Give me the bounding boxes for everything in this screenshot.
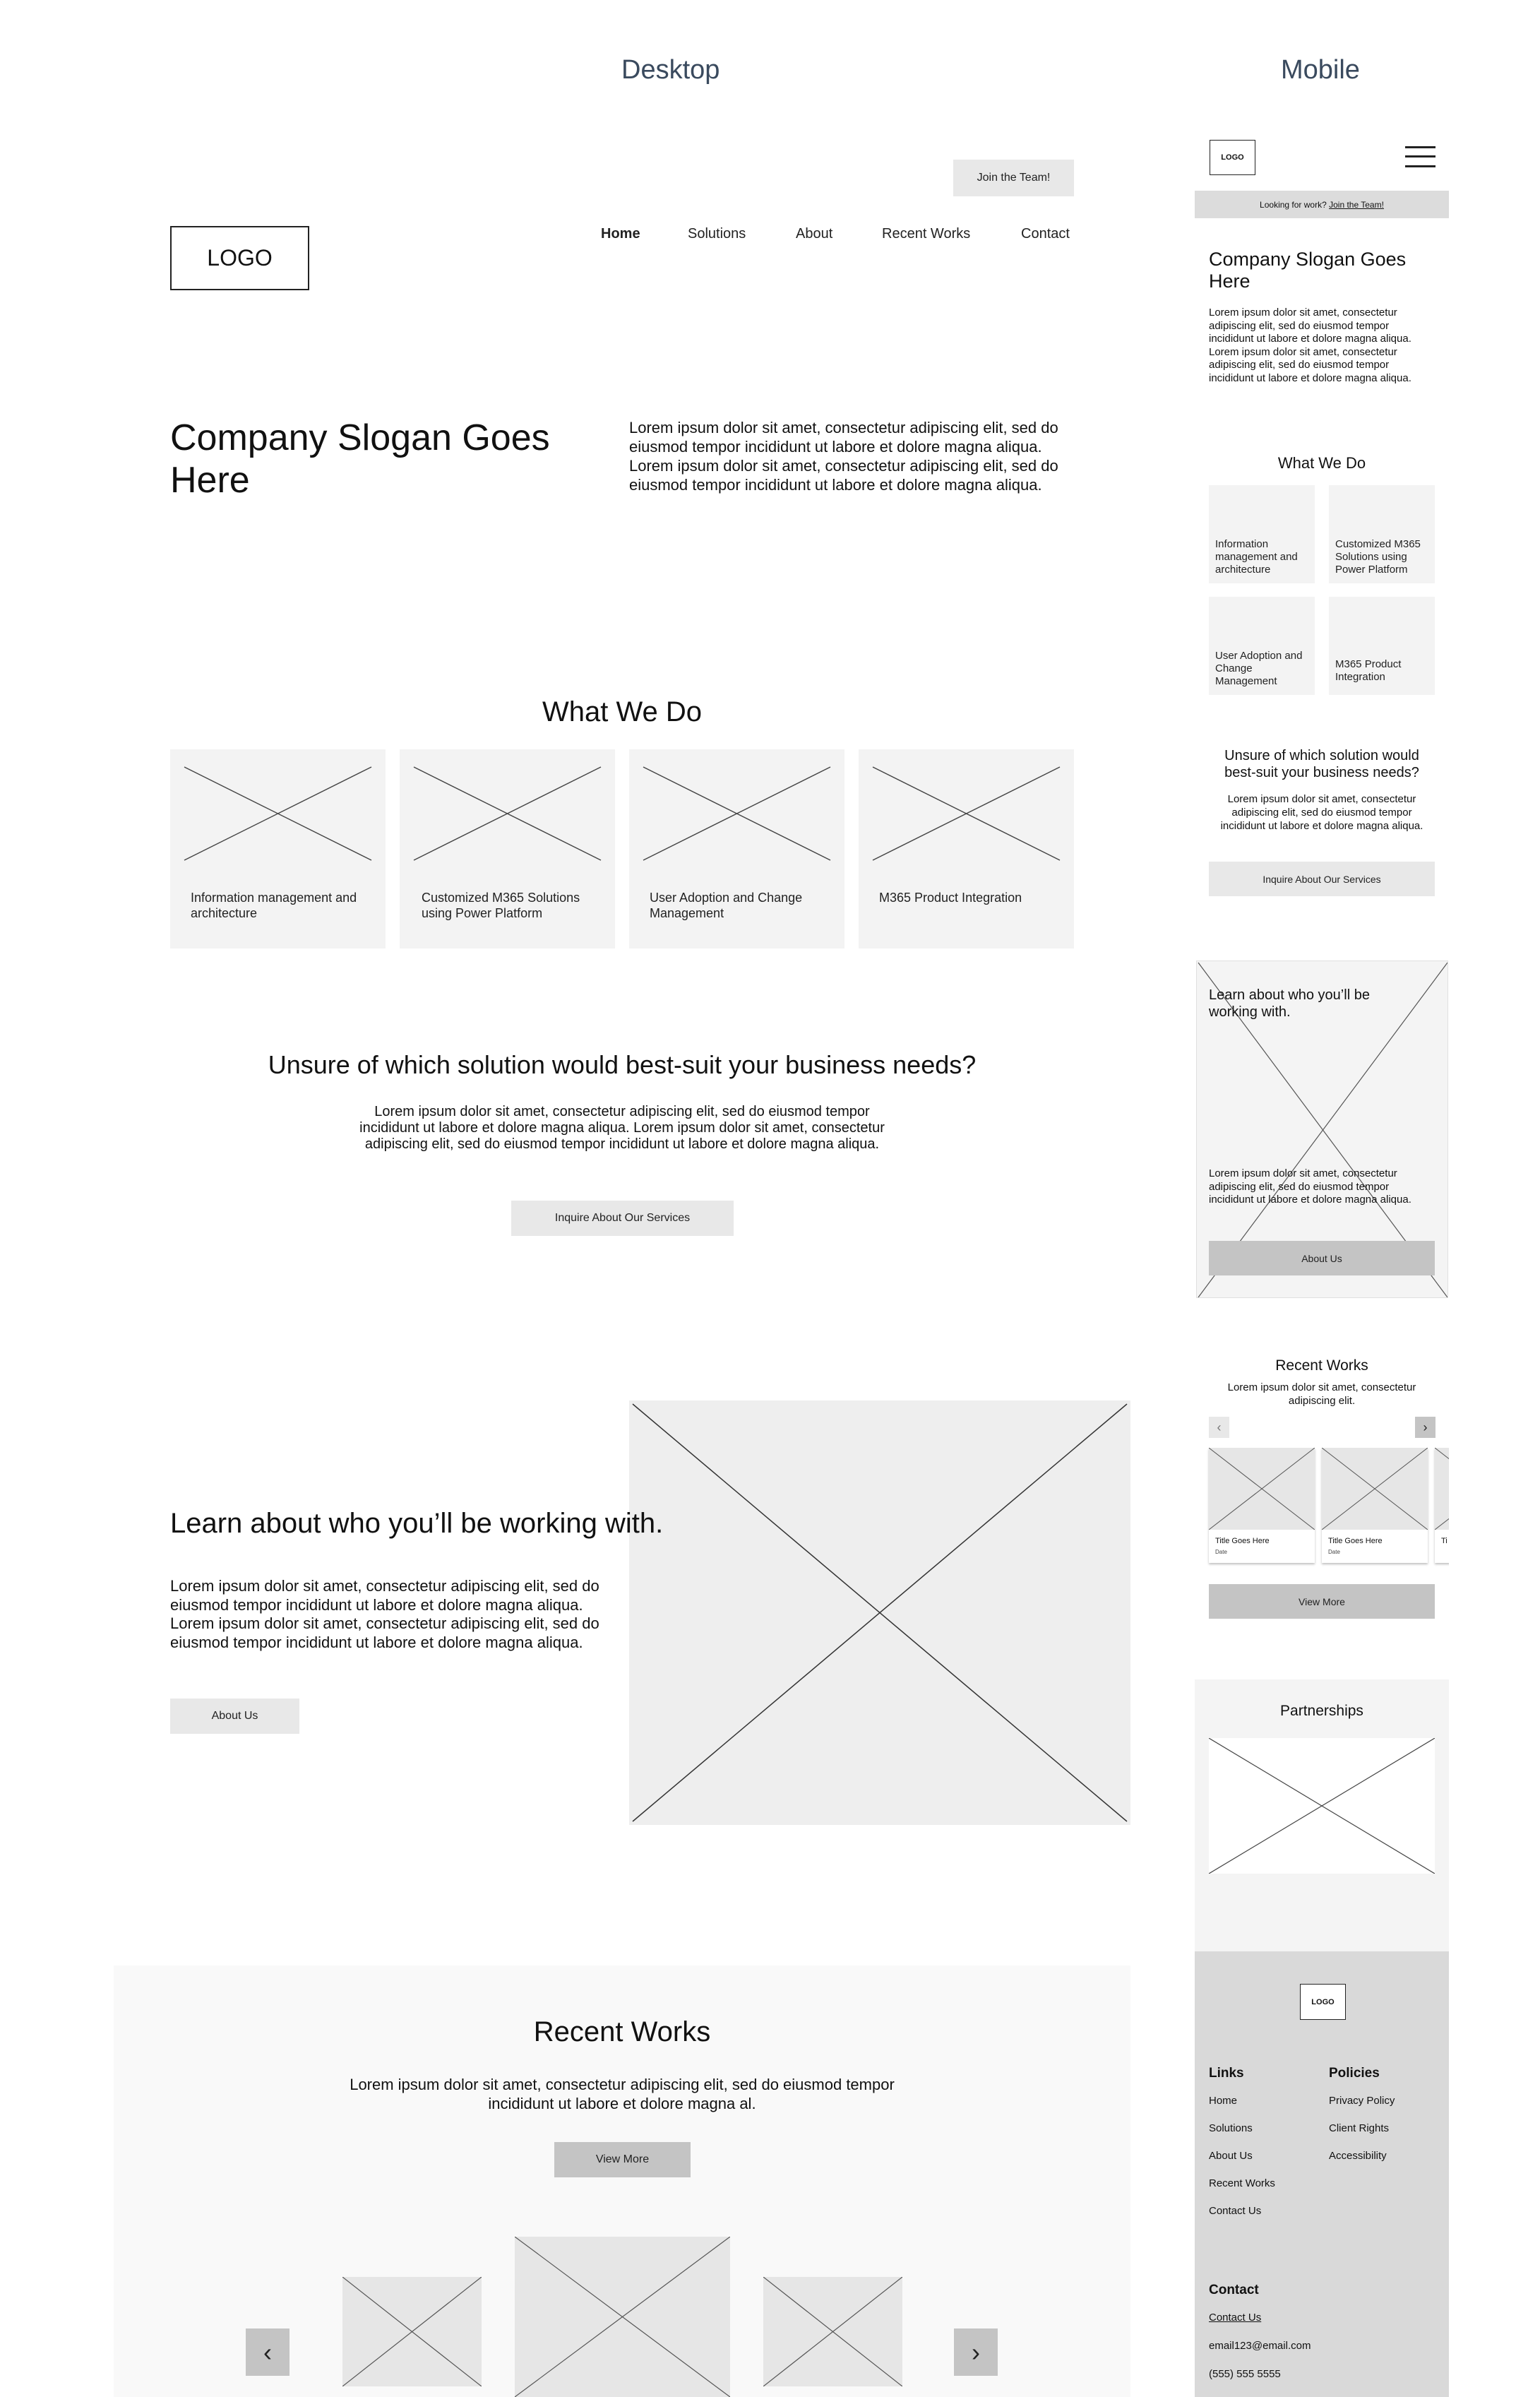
chevron-left-icon: ‹ — [1217, 1420, 1222, 1434]
image-placeholder-icon — [515, 2237, 730, 2397]
mobile-work-card[interactable] — [1435, 1448, 1449, 1563]
image-placeholder-icon — [1209, 1738, 1435, 1874]
mobile-learn-title: Learn about who you’ll be working with. — [1209, 987, 1370, 1020]
work-image-placeholder — [1322, 1448, 1428, 1530]
recent-works-title: Recent Works — [533, 2016, 711, 2047]
mobile-work-card[interactable] — [1322, 1448, 1428, 1563]
mobile-service-card-2[interactable] — [1329, 485, 1435, 583]
work-image-placeholder — [1435, 1448, 1449, 1530]
mobile-service-card-label: User Adoption and Change Management — [1215, 650, 1303, 687]
footer-contact-link[interactable]: Contact Us — [1209, 2312, 1262, 2324]
carousel-next-button[interactable] — [954, 2328, 998, 2376]
footer-link-home[interactable]: Home — [1209, 2095, 1238, 2107]
footer-logo[interactable]: LOGO — [1300, 1984, 1346, 2020]
inquire-services-button[interactable]: Inquire About Our Services — [511, 1201, 734, 1236]
work-title: Title Goes Here — [1215, 1537, 1270, 1545]
recent-works-section — [114, 1965, 1130, 2397]
mobile-what-we-do-title: What We Do — [1277, 454, 1366, 472]
mobile-slogan: Company Slogan Goes Here — [1209, 249, 1407, 292]
mobile-logo[interactable]: LOGO — [1210, 140, 1255, 175]
footer-links-title: Links — [1209, 2066, 1244, 2081]
footer-link-privacy-policy[interactable]: Privacy Policy — [1329, 2095, 1395, 2107]
footer-link-about-us[interactable]: About Us — [1209, 2150, 1253, 2162]
about-us-button[interactable]: About Us — [170, 1699, 299, 1734]
mobile-work-card[interactable] — [1209, 1448, 1315, 1563]
partnerships-title: Partnerships — [1280, 1703, 1363, 1719]
image-placeholder-icon — [1435, 1448, 1449, 1530]
nav-contact[interactable]: Contact — [1021, 226, 1070, 242]
carousel-prev-button[interactable] — [246, 2328, 290, 2376]
mobile-recent-works-title: Recent Works — [1275, 1357, 1368, 1374]
hero-slogan: Company Slogan Goes Here — [170, 417, 550, 501]
mobile-carousel-next-button[interactable] — [1415, 1417, 1435, 1438]
mobile-learn-section — [1196, 960, 1448, 1298]
what-we-do-title: What We Do — [542, 696, 702, 727]
image-placeholder-icon — [629, 1400, 1130, 1825]
mobile-service-card-label: M365 Product Integration — [1335, 658, 1402, 683]
mobile-service-card-label: Information management and architecture — [1215, 538, 1298, 576]
image-placeholder-icon — [342, 2277, 482, 2386]
mobile-carousel-prev-button[interactable] — [1209, 1417, 1229, 1438]
mobile-partnerships-section — [1195, 1679, 1449, 1951]
mobile-label: Mobile — [1281, 55, 1360, 85]
chevron-right-icon: › — [972, 2337, 980, 2367]
service-card-label: User Adoption and Change Management — [650, 891, 803, 920]
unsure-body: Lorem ipsum dolor sit amet, consectetur adipiscing elit, sed do eiusmod tempor incididunt ut labore et dolore magna aliqua. Lorem ipsum dolor sit amet, consectetur adipiscing elit, sed do eiusmod tempor incididunt ut labore et dolore magna aliqua. — [359, 1104, 885, 1152]
work-title: Title Goes Here — [1328, 1537, 1383, 1545]
mobile-inquire-button[interactable]: Inquire About Our Services — [1209, 862, 1435, 896]
footer-link-recent-works[interactable]: Recent Works — [1209, 2177, 1275, 2189]
mobile-service-card-1[interactable] — [1209, 485, 1315, 583]
service-card-3[interactable] — [629, 749, 844, 948]
service-card-1[interactable] — [170, 749, 386, 948]
mobile-view-more-button[interactable]: View More — [1209, 1584, 1435, 1619]
mobile-service-card-4[interactable] — [1329, 597, 1435, 695]
recent-works-body: Lorem ipsum dolor sit amet, consectetur adipiscing elit, sed do eiusmod tempor incididunt ut labore et dolore magna al. — [350, 2076, 895, 2112]
carousel-item[interactable] — [342, 2277, 482, 2386]
footer-link-accessibility[interactable]: Accessibility — [1329, 2150, 1387, 2162]
work-image-placeholder — [1209, 1448, 1315, 1530]
join-team-button[interactable]: Join the Team! — [953, 160, 1074, 196]
mobile-recent-works-body: Lorem ipsum dolor sit amet, consectetur adipiscing elit. — [1227, 1381, 1416, 1407]
image-placeholder-icon — [859, 749, 1074, 948]
hamburger-menu-icon[interactable] — [1405, 146, 1435, 167]
team-image-placeholder — [629, 1400, 1130, 1825]
banner-text: Looking for work? — [1260, 199, 1330, 210]
unsure-title: Unsure of which solution would best-suit your business needs? — [268, 1050, 977, 1079]
mobile-unsure-title: Unsure of which solution would best-suit your business needs? — [1224, 748, 1419, 780]
work-date: Date — [1328, 1549, 1340, 1555]
view-more-button[interactable]: View More — [554, 2142, 691, 2177]
service-card-label: Customized M365 Solutions using Power Platform — [422, 891, 580, 920]
footer-phone: (555) 555 5555 — [1209, 2368, 1281, 2380]
service-card-4[interactable] — [859, 749, 1074, 948]
footer-link-client-rights[interactable]: Client Rights — [1329, 2122, 1390, 2134]
mobile-learn-body: Lorem ipsum dolor sit amet, consectetur adipiscing elit, sed do eiusmod tempor incididunt ut labore et dolore magna aliqua. — [1209, 1167, 1411, 1206]
work-date: Date — [1215, 1549, 1227, 1555]
mobile-works-carousel — [1195, 1448, 1449, 1568]
carousel-item[interactable] — [763, 2277, 902, 2386]
mobile-about-us-button[interactable]: About Us — [1209, 1241, 1435, 1275]
nav-about[interactable]: About — [796, 226, 833, 242]
mobile-hero-body: Lorem ipsum dolor sit amet, consectetur adipiscing elit, sed do eiusmod tempor incididunt ut labore et dolore magna aliqua. Lorem ipsum dolor sit amet, consectetur adipiscing elit, sed do eiusmod tempor incididunt ut labore et dolore magna aliqua. — [1209, 307, 1411, 384]
learn-title: Learn about who you’ll be working with. — [170, 1508, 664, 1539]
mobile-unsure-body: Lorem ipsum dolor sit amet, consectetur adipiscing elit, sed do eiusmod tempor incididunt ut labore et dolore magna aliqua. — [1220, 793, 1423, 832]
nav-solutions[interactable]: Solutions — [688, 226, 746, 242]
mobile-join-banner — [1195, 191, 1449, 218]
image-placeholder-icon — [1209, 1448, 1315, 1530]
carousel-item-featured[interactable] — [515, 2237, 730, 2397]
mobile-service-card-label: Customized M365 Solutions using Power Platform — [1335, 538, 1421, 576]
service-card-label: Information management and architecture — [191, 891, 357, 920]
mobile-service-card-3[interactable] — [1209, 597, 1315, 695]
footer-link-contact-us[interactable]: Contact Us — [1209, 2205, 1262, 2217]
chevron-left-icon: ‹ — [263, 2337, 272, 2367]
footer-email[interactable]: email123@email.com — [1209, 2340, 1311, 2352]
nav-recent-works[interactable]: Recent Works — [882, 226, 971, 242]
hero-body: Lorem ipsum dolor sit amet, consectetur adipiscing elit, sed do eiusmod tempor incididunt ut labore et dolore magna aliqua. Lorem ipsum dolor sit amet, consectetur adipiscing elit, sed do eiusmod tempor incididunt ut labore et dolore magna aliqua. — [629, 419, 1058, 494]
chevron-right-icon: › — [1423, 1420, 1428, 1434]
banner-join-link[interactable]: Join the Team! — [1329, 199, 1384, 210]
partner-logo-placeholder — [1209, 1738, 1435, 1874]
nav-home[interactable]: Home — [601, 226, 640, 242]
service-card-2[interactable] — [400, 749, 615, 948]
footer-policies-title: Policies — [1329, 2066, 1380, 2081]
mobile-footer — [1195, 1951, 1449, 2397]
footer-link-solutions[interactable]: Solutions — [1209, 2122, 1253, 2134]
work-title: Ti — [1441, 1537, 1448, 1545]
image-placeholder-icon — [1322, 1448, 1428, 1530]
learn-body: Lorem ipsum dolor sit amet, consectetur adipiscing elit, sed do eiusmod tempor incididunt ut labore et dolore magna aliqua. Lorem ipsum dolor sit amet, consectetur adipiscing elit, sed do eiusmod tempor incididunt ut labore et dolore magna aliqua. — [170, 1577, 599, 1651]
image-placeholder-icon — [763, 2277, 902, 2386]
footer-contact-title: Contact — [1209, 2283, 1259, 2297]
service-card-label: M365 Product Integration — [879, 891, 1022, 905]
logo[interactable]: LOGO — [170, 226, 309, 290]
desktop-label: Desktop — [621, 55, 720, 85]
